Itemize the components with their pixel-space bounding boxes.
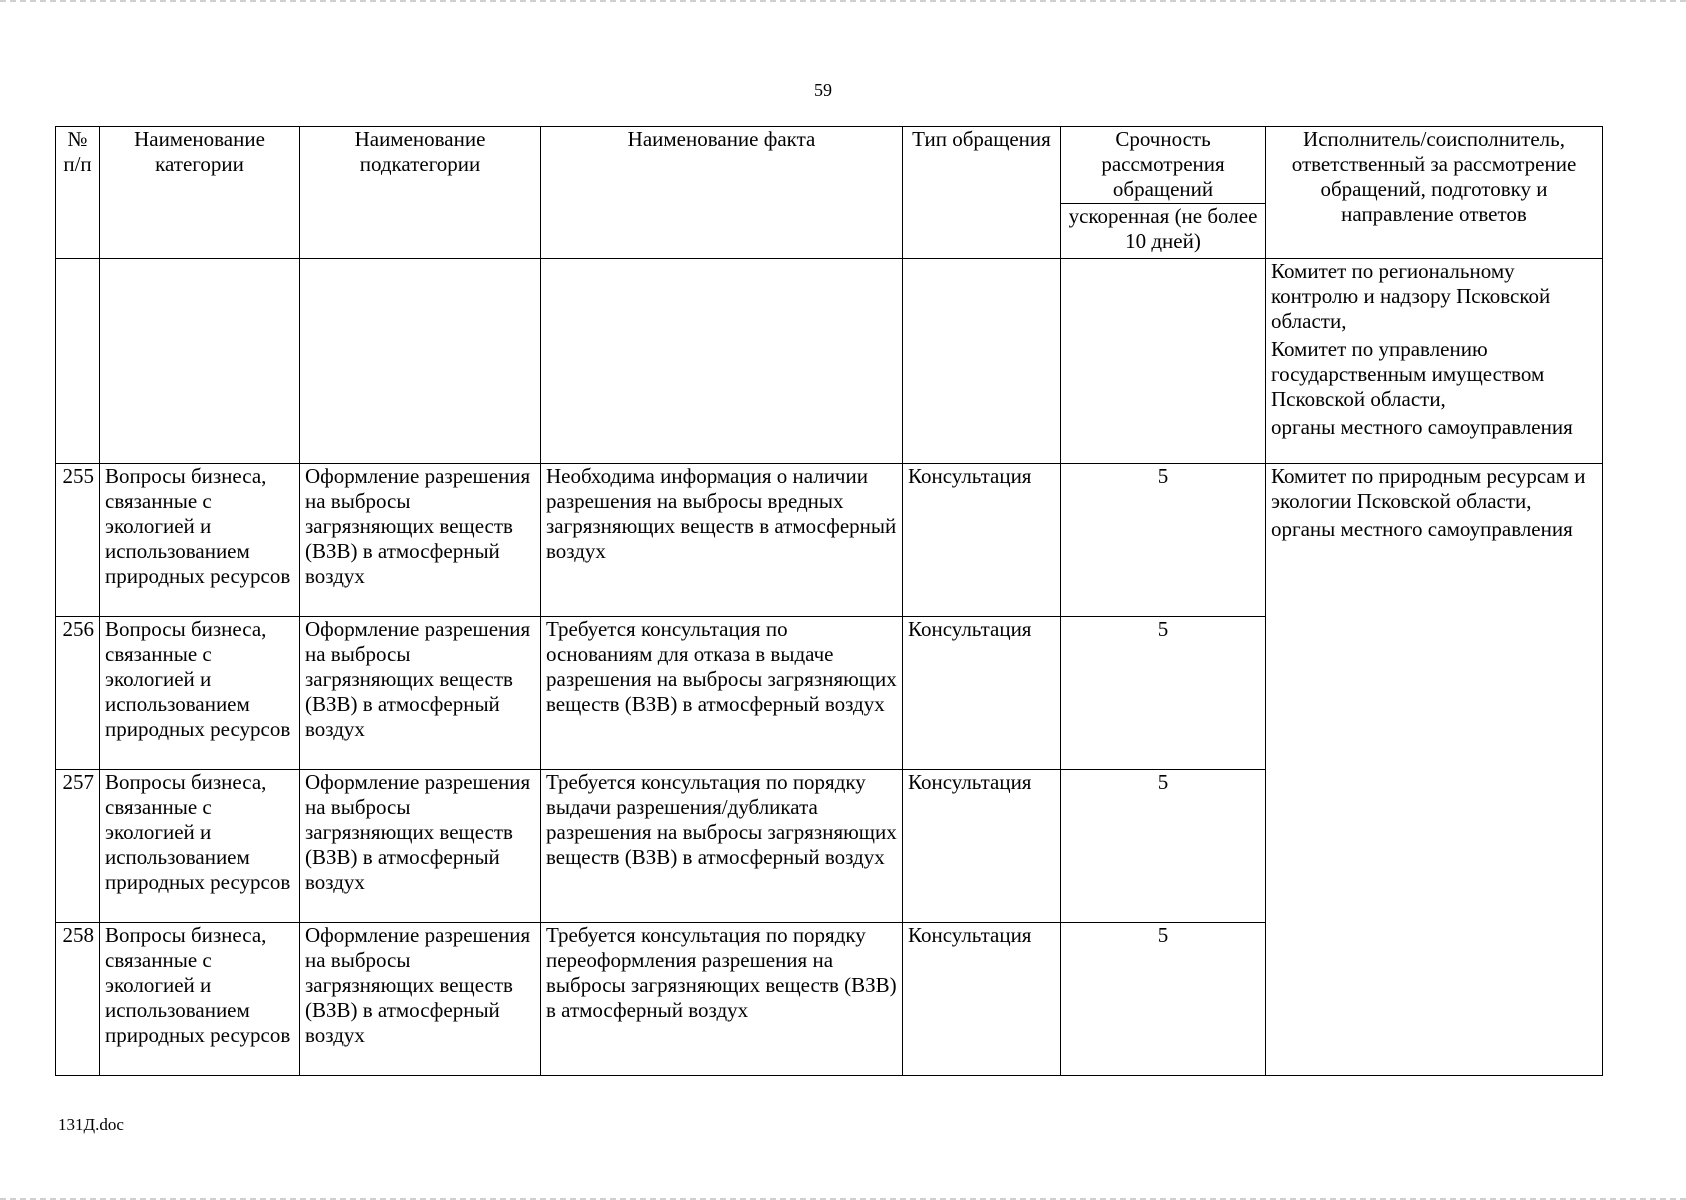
cell-category (100, 259, 300, 464)
footer-filename: 131Д.doc (58, 1115, 124, 1134)
cell-category: Вопросы бизнеса, связанные с экологией и использованием природных ресурсов (100, 464, 300, 617)
cell-num: 255 (56, 464, 100, 617)
cell-subcategory: Оформление разрешения на выбросы загрязняющих веществ (ВЗВ) в атмосферный воздух (300, 617, 541, 770)
executor-line: Комитет по региональному контролю и надзору Псковской области, (1271, 259, 1551, 333)
cell-num (56, 259, 100, 464)
cell-urgency: 5 (1061, 464, 1266, 617)
table-row (56, 464, 1603, 617)
header-num: № п/п (56, 127, 100, 259)
executor-line: органы местного самоуправления (1271, 517, 1573, 541)
cell-type: Консультация (903, 770, 1061, 923)
scan-edge-top (0, 0, 1686, 6)
cell-num: 256 (56, 617, 100, 770)
executor-line: Комитет по природным ресурсам и экологии Псковской области, (1271, 464, 1586, 513)
table-row-continuation (56, 259, 1603, 464)
cell-category: Вопросы бизнеса, связанные с экологией и использованием природных ресурсов (100, 770, 300, 923)
header-subcategory: Наименование подкатегории (300, 127, 541, 259)
document-table (55, 126, 1603, 1076)
cell-category: Вопросы бизнеса, связанные с экологией и использованием природных ресурсов (100, 923, 300, 1076)
cell-urgency: 5 (1061, 923, 1266, 1076)
header-urgency: Срочность рассмотрения обращений (1061, 127, 1266, 204)
cell-urgency: 5 (1061, 770, 1266, 923)
executor-line: органы местного самоуправления (1271, 415, 1573, 439)
cell-num: 257 (56, 770, 100, 923)
cell-fact: Требуется консультация по порядку выдачи разрешения/дубликата разрешения на выбросы загрязняющих веществ (ВЗВ) в атмосферный воздух (541, 770, 903, 923)
table-body (56, 259, 1603, 1076)
cell-subcategory (300, 259, 541, 464)
executor-line: Комитет по управлению государственным имуществом Псковской области, (1271, 337, 1545, 411)
header-executor: Исполнитель/соисполнитель, ответственный за рассмотрение обращений, подготовку и направление ответов (1266, 127, 1603, 259)
table-header (56, 127, 1603, 259)
header-fact: Наименование факта (541, 127, 903, 259)
cell-num: 258 (56, 923, 100, 1076)
cell-subcategory: Оформление разрешения на выбросы загрязняющих веществ (ВЗВ) в атмосферный воздух (300, 923, 541, 1076)
cell-fact: Требуется консультация по порядку переоформления разрешения на выбросы загрязняющих веществ (ВЗВ) в атмосферный воздух (541, 923, 903, 1076)
page-number: 59 (814, 80, 832, 100)
cell-fact (541, 259, 903, 464)
cell-subcategory: Оформление разрешения на выбросы загрязняющих веществ (ВЗВ) в атмосферный воздух (300, 464, 541, 617)
scan-edge-bottom (0, 1194, 1686, 1200)
cell-category: Вопросы бизнеса, связанные с экологией и использованием природных ресурсов (100, 617, 300, 770)
cell-type (903, 259, 1061, 464)
cell-urgency (1061, 259, 1266, 464)
cell-fact: Необходима информация о наличии разрешения на выбросы вредных загрязняющих веществ в атмосферный воздух (541, 464, 903, 617)
header-urgency-accelerated: ускоренная (не более 10 дней) (1061, 204, 1266, 259)
cell-executor-merged (1266, 464, 1603, 1076)
cell-fact: Требуется консультация по основаниям для отказа в выдаче разрешения на выбросы загрязняющих веществ (ВЗВ) в атмосферный воздух (541, 617, 903, 770)
cell-type: Консультация (903, 923, 1061, 1076)
header-type: Тип обращения (903, 127, 1061, 259)
cell-executor-continuation (1266, 259, 1603, 464)
cell-subcategory: Оформление разрешения на выбросы загрязняющих веществ (ВЗВ) в атмосферный воздух (300, 770, 541, 923)
cell-urgency: 5 (1061, 617, 1266, 770)
cell-type: Консультация (903, 617, 1061, 770)
header-category: Наименование категории (100, 127, 300, 259)
cell-type: Консультация (903, 464, 1061, 617)
